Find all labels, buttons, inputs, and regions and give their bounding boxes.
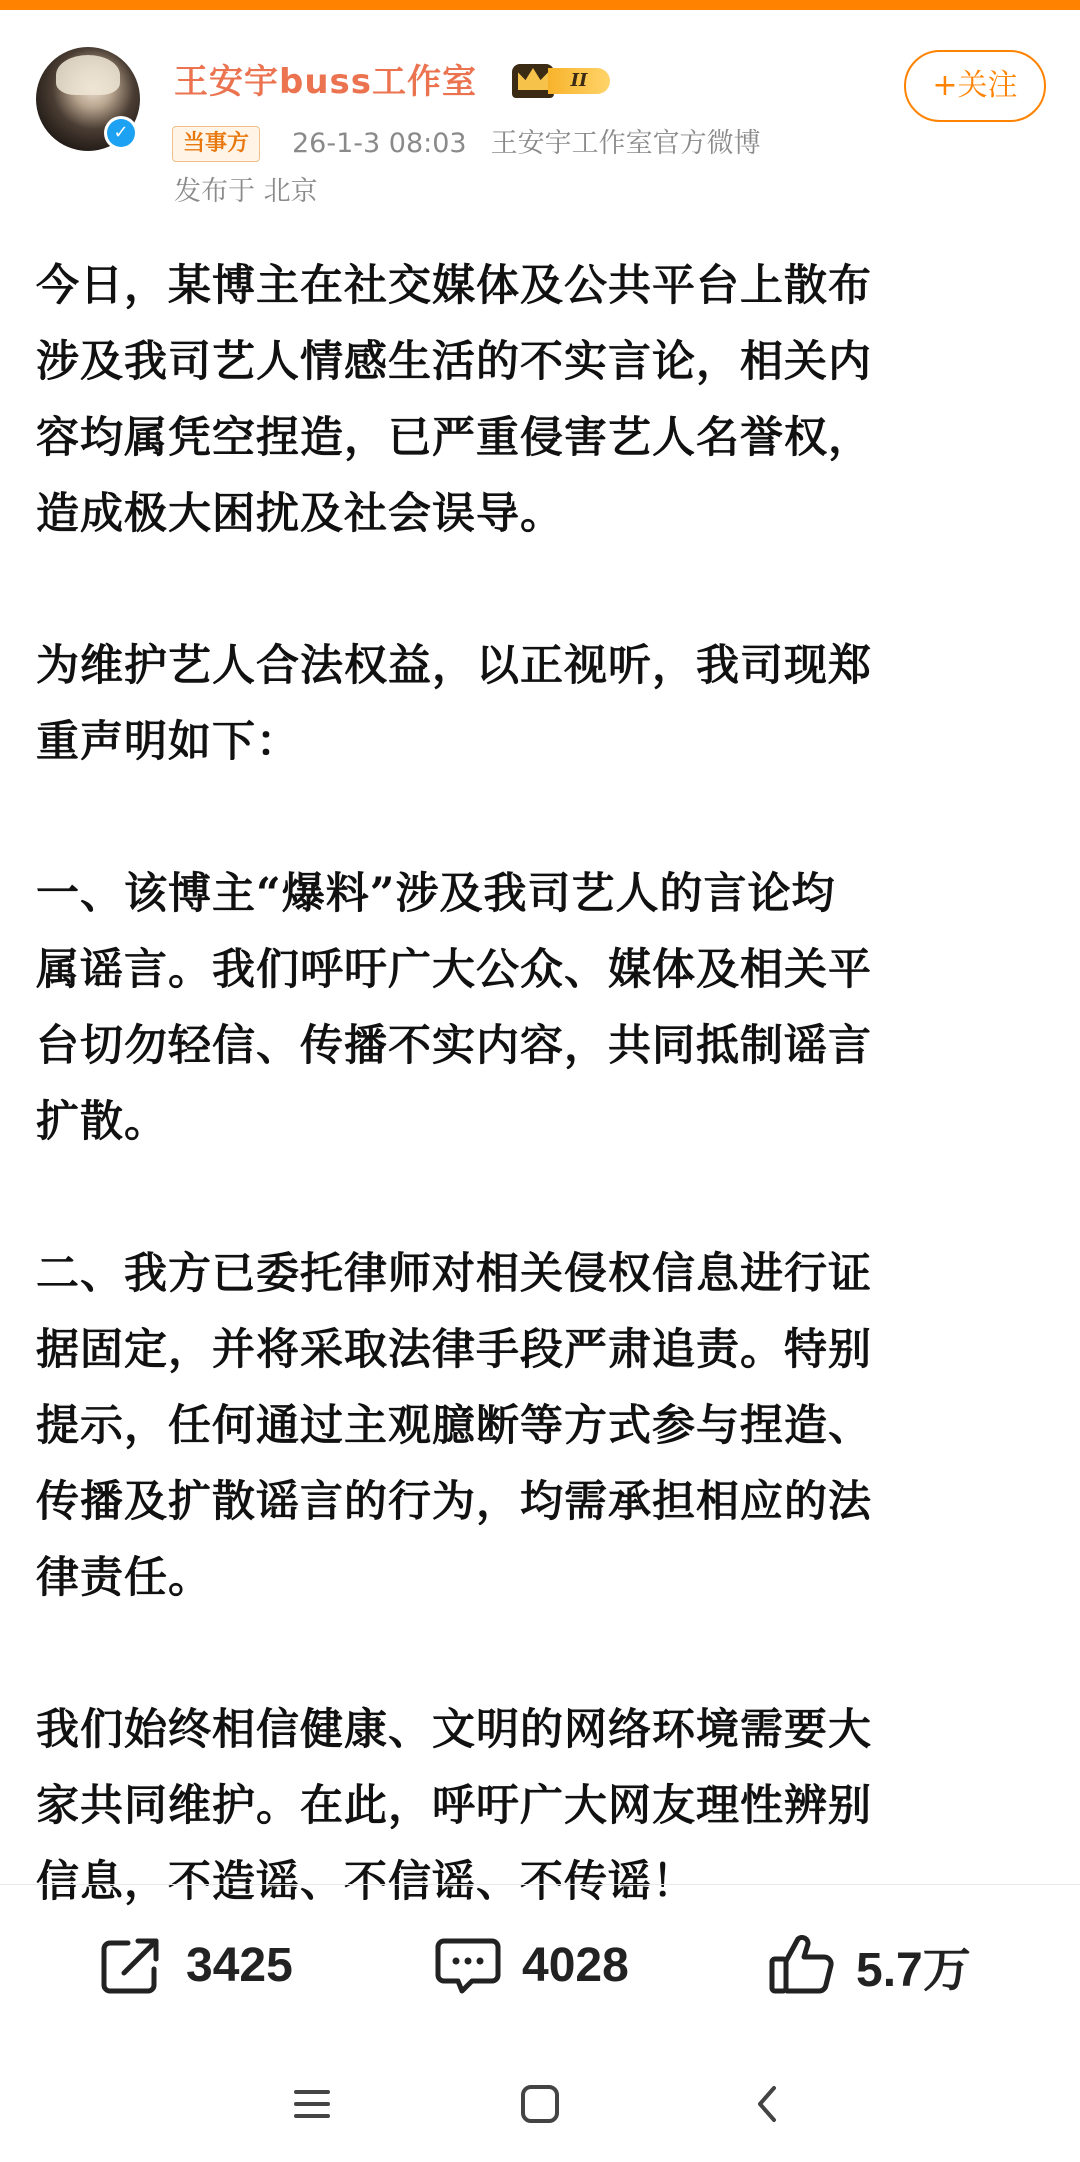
post-content xyxy=(36,248,1046,1920)
system-nav-bar xyxy=(0,2040,1080,2162)
paragraph-closing: 我们始终相信健康、文明的网络环境需要大 家共同维护。在此，呼吁广大网友理性辨别 信息，不造谣、不信谣、不传谣！ xyxy=(36,1705,872,1907)
paragraph-statement: 为维护艺人合法权益，以正视听，我司现郑 重声明如下： xyxy=(36,641,872,767)
nav-menu-button[interactable] xyxy=(282,2074,342,2134)
username[interactable]: 王安宇buss工作室 xyxy=(174,62,478,102)
verified-icon: ✓ xyxy=(104,116,138,150)
post-meta xyxy=(292,126,761,162)
thumbs-up-icon xyxy=(768,1933,836,1997)
action-bar xyxy=(0,1884,1080,2041)
like-count: 5.7万 xyxy=(856,1943,971,1997)
post-location: 发布于 北京 xyxy=(174,176,318,207)
comment-icon xyxy=(434,1933,502,1997)
paragraph-point-one: 一、该博主“爆料”涉及我司艺人的言论均 属谣言。我们呼吁广大公众、媒体及相关平 台切勿轻信、传播不实内容，共同抵制谣言 扩散。 xyxy=(36,869,872,1147)
top-status-strip xyxy=(0,0,1080,10)
repost-count: 3425 xyxy=(186,1938,293,1992)
vip-crown-icon[interactable] xyxy=(512,64,612,98)
comment-count: 4028 xyxy=(522,1938,629,1992)
share-icon xyxy=(98,1933,166,1997)
vip-level: II xyxy=(548,68,610,94)
role-tag: 当事方 xyxy=(172,126,260,162)
post-source[interactable]: 王安宇工作室官方微博 xyxy=(490,128,761,159)
like-button[interactable] xyxy=(768,1935,971,1995)
repost-button[interactable] xyxy=(98,1935,293,1995)
post-card xyxy=(0,10,1080,1907)
nav-back-button[interactable] xyxy=(738,2074,798,2134)
post-date: 26-1-3 08:03 xyxy=(292,128,467,159)
menu-icon xyxy=(282,2074,342,2134)
avatar-hair xyxy=(56,55,120,95)
follow-button[interactable]: +关注 xyxy=(904,50,1046,122)
nav-home-button[interactable] xyxy=(510,2074,570,2134)
paragraph-intro: 今日，某博主在社交媒体及公共平台上散布 涉及我司艺人情感生活的不实言论，相关内 容均属凭空捏造，已严重侵害艺人名誉权， 造成极大困扰及社会误导。 xyxy=(36,261,872,539)
comment-button[interactable] xyxy=(434,1935,629,1995)
paragraph-point-two: 二、我方已委托律师对相关侵权信息进行证 据固定，并将采取法律手段严肃追责。特别 提示，任何通过主观臆断等方式参与捏造、 传播及扩散谣言的行为，均需承担相应的法 律责任。 xyxy=(36,1249,872,1603)
back-chevron-icon xyxy=(738,2074,798,2134)
home-square-icon xyxy=(510,2074,570,2134)
